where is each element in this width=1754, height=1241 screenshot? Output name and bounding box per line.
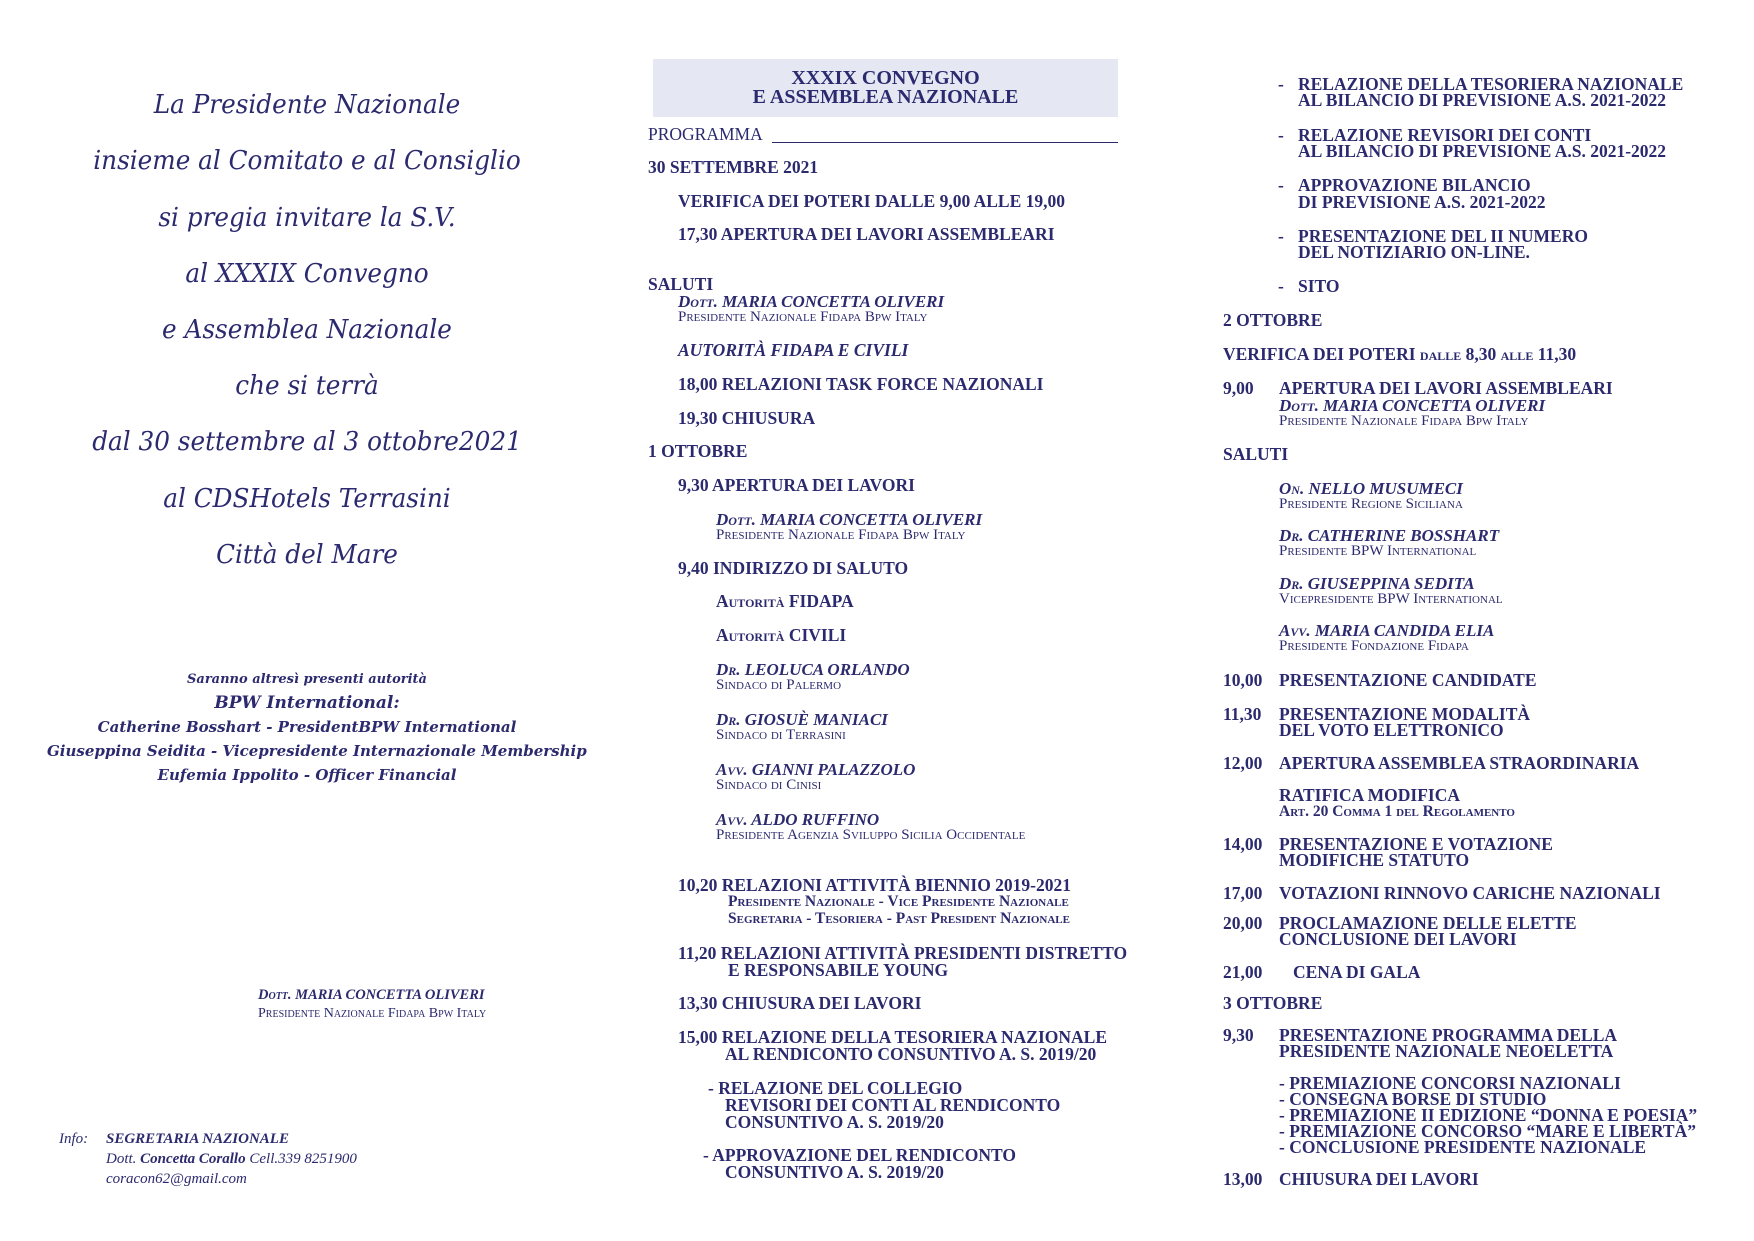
verifica-from: dalle: [1419, 344, 1462, 364]
invitation-line: al CDSHotels Terrasini: [163, 484, 451, 514]
time-label: 17,00: [1223, 883, 1263, 903]
invitation-line: si pregia invitare la S.V.: [158, 203, 456, 233]
speaker-name: Dr. GIUSEPPINA SEDITA: [1279, 574, 1475, 593]
list-item: - PREMIAZIONE II EDIZIONE “DONNA E POESIA”: [1279, 1105, 1698, 1125]
schedule-item-cont: CONSUNTIVO A. S. 2019/20: [725, 1112, 944, 1132]
schedule-item: VERIFICA DEI POTERI DALLE 9,00 ALLE 19,00: [678, 191, 1066, 211]
schedule-item: APPROVAZIONE BILANCIO: [1298, 175, 1531, 195]
speaker-name: Dott. MARIA CONCETTA OLIVERI: [678, 292, 945, 311]
signature-name: Dott. MARIA CONCETTA OLIVERI: [258, 987, 485, 1003]
time-label: 21,00: [1223, 962, 1263, 982]
info-contact-phone: Cell.339 8251900: [249, 1151, 357, 1167]
day-label: 30 SETTEMBRE 2021: [648, 157, 819, 177]
speaker-role: Presidente Regione Siciliana: [1279, 496, 1463, 512]
schedule-item-cont: DEL VOTO ELETTRONICO: [1279, 720, 1504, 740]
invitation-line: insieme al Comitato e al Consiglio: [93, 146, 521, 176]
schedule-item: CHIUSURA DEI LAVORI: [1279, 1169, 1479, 1189]
invitation-line: che si terrà: [235, 371, 379, 401]
section-label: SALUTI: [1223, 444, 1289, 464]
signature-role: Presidente Nazionale Fidapa Bpw Italy: [258, 1006, 487, 1021]
info-contact: [106, 1151, 357, 1168]
info-contact-prefix: Dott.: [106, 1151, 137, 1167]
schedule-item: 13,30 CHIUSURA DEI LAVORI: [678, 993, 922, 1013]
schedule-item: 17,30 APERTURA DEI LAVORI ASSEMBLEARI: [678, 224, 1055, 244]
speaker-role: Sindaco di Palermo: [716, 677, 842, 693]
info-contact-name: Concetta Corallo: [140, 1151, 246, 1167]
schedule-item-cont: PRESIDENTE NAZIONALE NEOELETTA: [1279, 1041, 1614, 1061]
list-item: - PREMIAZIONE CONCORSI NAZIONALI: [1279, 1073, 1621, 1093]
speaker-name: Dr. LEOLUCA ORLANDO: [716, 660, 910, 679]
bullet-dash: -: [1278, 74, 1284, 94]
schedule-item: 15,00 RELAZIONE DELLA TESORIERA NAZIONALE: [678, 1027, 1108, 1047]
programma-label: PROGRAMMA: [648, 124, 763, 144]
bullet-dash: -: [1278, 175, 1284, 195]
speaker-name: Avv. GIANNI PALAZZOLO: [716, 760, 916, 779]
time-label: 9,00: [1223, 378, 1254, 398]
verifica-to: alle: [1500, 344, 1534, 364]
schedule-item: VOTAZIONI RINNOVO CARICHE NAZIONALI: [1279, 883, 1661, 903]
schedule-item: 18,00 RELAZIONI TASK FORCE NAZIONALI: [678, 374, 1044, 394]
authority-label: Autorità: [716, 625, 785, 645]
info-label: Info:: [59, 1131, 89, 1147]
authority-value: CIVILI: [788, 625, 847, 645]
schedule-sub: Art. 20 Comma 1 del Regolamento: [1279, 803, 1515, 820]
schedule-item-cont: AL RENDICONTO CONSUNTIVO A. S. 2019/20: [725, 1044, 1097, 1064]
schedule-item: - APPROVAZIONE DEL RENDICONTO: [703, 1145, 1016, 1165]
schedule-item-cont: DEL NOTIZIARIO ON-LINE.: [1298, 242, 1530, 262]
speaker-name: Avv. ALDO RUFFINO: [716, 810, 880, 829]
guests-line: Giuseppina Seidita - Vicepresidente Internazionale Membership: [47, 742, 587, 760]
invitation-line: al XXXIX Convegno: [185, 259, 429, 289]
info-email: coracon62@gmail.com: [106, 1171, 247, 1187]
schedule-item-cont: CONCLUSIONE DEI LAVORI: [1279, 929, 1517, 949]
speaker-name: Dr. CATHERINE BOSSHART: [1279, 526, 1500, 545]
day-label: 3 OTTOBRE: [1223, 993, 1323, 1013]
bullet-dash: -: [1278, 276, 1284, 296]
speaker-role: Sindaco di Cinisi: [716, 777, 822, 793]
speaker-name: Dott. MARIA CONCETTA OLIVERI: [1279, 396, 1546, 415]
verifica-label: VERIFICA DEI POTERI: [1223, 344, 1416, 364]
bullet-dash: -: [1278, 226, 1284, 246]
program-title: XXXIX CONVEGNO: [791, 67, 980, 89]
schedule-sub: Presidente Nazionale - Vice Presidente Nazionale: [728, 893, 1069, 910]
schedule-item: AUTORITÀ FIDAPA E CIVILI: [678, 340, 909, 360]
speaker-role: Presidente Nazionale Fidapa Bpw Italy: [1279, 413, 1529, 429]
schedule-item: PRESENTAZIONE CANDIDATE: [1279, 670, 1537, 690]
program-subtitle: E ASSEMBLEA NAZIONALE: [752, 86, 1019, 108]
schedule-item-cont: DI PREVISIONE A.S. 2021-2022: [1298, 192, 1546, 212]
schedule-item: RATIFICA MODIFICA: [1279, 785, 1460, 805]
schedule-item: PRESENTAZIONE DEL II NUMERO: [1298, 226, 1588, 246]
invitation-line: Città del Mare: [216, 540, 398, 570]
speaker-role: Presidente Nazionale Fidapa Bpw Italy: [716, 527, 966, 543]
list-item: - PREMIAZIONE CONCORSO “MARE E LIBERTÀ”: [1279, 1121, 1696, 1141]
guests-line: BPW International:: [214, 693, 400, 713]
speaker-name: On. NELLO MUSUMECI: [1279, 479, 1463, 498]
guests-line: Catherine Bosshart - PresidentBPW International: [97, 718, 517, 736]
schedule-item: RELAZIONE DELLA TESORIERA NAZIONALE: [1298, 74, 1684, 94]
speaker-role: Vicepresidente BPW International: [1279, 591, 1503, 607]
time-label: 12,00: [1223, 753, 1263, 773]
schedule-item-cont: E RESPONSABILE YOUNG: [728, 960, 949, 980]
schedule-item: PRESENTAZIONE PROGRAMMA DELLA: [1279, 1025, 1618, 1045]
schedule-item-cont: AL BILANCIO DI PREVISIONE A.S. 2021-2022: [1298, 90, 1667, 110]
speaker-name: Dott. MARIA CONCETTA OLIVERI: [716, 510, 983, 529]
authority-value: FIDAPA: [788, 591, 854, 611]
list-item: - CONSEGNA BORSE DI STUDIO: [1279, 1089, 1547, 1109]
verifica-end: 11,30: [1537, 344, 1577, 364]
authority-label: Autorità: [716, 591, 785, 611]
schedule-item: 10,20 RELAZIONI ATTIVITÀ BIENNIO 2019-2021: [678, 875, 1072, 895]
schedule-item: PROCLAMAZIONE DELLE ELETTE: [1279, 913, 1577, 933]
schedule-item: CENA DI GALA: [1293, 962, 1421, 982]
schedule-item-cont: MODIFICHE STATUTO: [1279, 850, 1470, 870]
schedule-item: APERTURA DEI LAVORI ASSEMBLEARI: [1279, 378, 1613, 398]
schedule-item: SITO: [1298, 276, 1340, 296]
info-org: SEGRETARIA NAZIONALE: [106, 1131, 289, 1147]
bullet-dash: -: [1278, 125, 1284, 145]
day-label: 1 OTTOBRE: [648, 441, 748, 461]
schedule-item: PRESENTAZIONE E VOTAZIONE: [1279, 834, 1553, 854]
authority-line: [716, 593, 854, 610]
time-label: 10,00: [1223, 670, 1263, 690]
section-label: SALUTI: [648, 274, 714, 294]
time-label: 13,00: [1223, 1169, 1263, 1189]
speaker-role: Sindaco di Terrasini: [716, 727, 846, 743]
schedule-item: 11,20 RELAZIONI ATTIVITÀ PRESIDENTI DISTRETTO: [678, 943, 1128, 963]
speaker-role: Presidente Agenzia Sviluppo Sicilia Occidentale: [716, 827, 1026, 843]
schedule-item: PRESENTAZIONE MODALITÀ: [1279, 704, 1531, 724]
programma-rule: [772, 142, 1118, 143]
speaker-name: Avv. MARIA CANDIDA ELIA: [1279, 621, 1495, 640]
schedule-item: APERTURA ASSEMBLEA STRAORDINARIA: [1279, 753, 1640, 773]
time-label: 20,00: [1223, 913, 1263, 933]
invitation-line: dal 30 settembre al 3 ottobre2021: [92, 427, 522, 457]
schedule-item: 9,30 APERTURA DEI LAVORI: [678, 475, 915, 495]
speaker-role: Presidente BPW International: [1279, 543, 1477, 559]
guests-line: Eufemia Ippolito - Officer Financial: [157, 766, 457, 784]
time-label: 14,00: [1223, 834, 1263, 854]
list-item: - CONCLUSIONE PRESIDENTE NAZIONALE: [1279, 1137, 1647, 1157]
schedule-item-cont: AL BILANCIO DI PREVISIONE A.S. 2021-2022: [1298, 141, 1667, 161]
schedule-item-cont: REVISORI DEI CONTI AL RENDICONTO: [725, 1095, 1061, 1115]
speaker-role: Presidente Fondazione Fidapa: [1279, 638, 1469, 654]
authority-line: [716, 627, 846, 644]
schedule-item-cont: CONSUNTIVO A. S. 2019/20: [725, 1162, 944, 1182]
speaker-name: Dr. GIOSUÈ MANIACI: [716, 710, 888, 729]
invitation-line: La Presidente Nazionale: [153, 90, 461, 120]
speaker-role: Presidente Nazionale Fidapa Bpw Italy: [678, 309, 928, 325]
time-label: 11,30: [1223, 704, 1262, 724]
schedule-item: RELAZIONE REVISORI DEI CONTI: [1298, 125, 1592, 145]
day-label: 2 OTTOBRE: [1223, 310, 1323, 330]
schedule-item: 19,30 CHIUSURA: [678, 408, 816, 428]
invitation-line: e Assemblea Nazionale: [162, 315, 452, 345]
schedule-item: [1223, 346, 1576, 363]
schedule-sub: Segretaria - Tesoriera - Past President Nazionale: [728, 910, 1070, 927]
schedule-item: - RELAZIONE DEL COLLEGIO: [708, 1078, 963, 1098]
verifica-start: 8,30: [1465, 344, 1497, 364]
guests-intro: Saranno altresì presenti autorità: [187, 672, 427, 687]
schedule-item: 9,40 INDIRIZZO DI SALUTO: [678, 558, 909, 578]
time-label: 9,30: [1223, 1025, 1254, 1045]
